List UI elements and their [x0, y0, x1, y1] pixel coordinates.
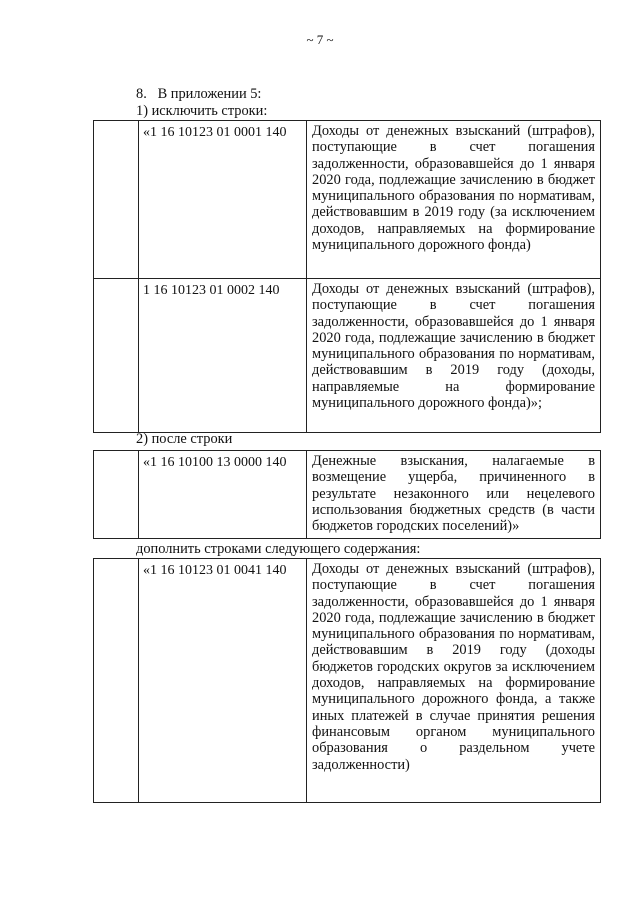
instruction-after-row: 2) после строки	[136, 431, 233, 447]
table-row	[94, 121, 601, 279]
excluded-rows-table	[93, 120, 601, 433]
blank-cell	[94, 451, 139, 539]
section-heading: 8. В приложении 5:	[136, 86, 262, 102]
table-row	[94, 451, 601, 539]
blank-cell	[94, 279, 139, 433]
added-rows-table	[93, 558, 601, 803]
income-description: Доходы от денежных взысканий (штрафов), поступающие в счет погашения задолженности, образовавшейся до 1 января 2020 года, подлежащие зачислению в бюджет муниципального образования по нормативам, действовавшим в 2019 году (за исключением доходов, направляемых на формирование муниципального дорожного фонда)	[307, 121, 601, 279]
blank-cell	[94, 121, 139, 279]
income-code: «1 16 10100 13 0000 140	[139, 451, 307, 539]
income-description: Доходы от денежных взысканий (штрафов), поступающие в счет погашения задолженности, образовавшейся до 1 января 2020 года, подлежащие зачислению в бюджет муниципального образования по нормативам, действовавшим в 2019 году (доходы, направляемые на формирование муниципального дорожного фонда)»;	[307, 279, 601, 433]
anchor-row-table	[93, 450, 601, 539]
income-code: «1 16 10123 01 0041 140	[139, 559, 307, 803]
page-number: ~ 7 ~	[306, 32, 334, 47]
income-code: 1 16 10123 01 0002 140	[139, 279, 307, 433]
table-row	[94, 279, 601, 433]
table-row	[94, 559, 601, 803]
blank-cell	[94, 559, 139, 803]
income-description: Доходы от денежных взысканий (штрафов), поступающие в счет погашения задолженности, образовавшейся до 1 января 2020 года, подлежащие зачислению в бюджет муниципального образования по нормативам, действовавшим в 2019 году (доходы бюджетов городских округов за исключением доходов, направляемых на формирование муниципального дорожного фонда, а также иных платежей в случае принятия решения финансовым органом муниципального образования о раздельном учете задолженности)	[307, 559, 601, 803]
instruction-exclude-rows: 1) исключить строки:	[136, 103, 268, 119]
income-description: Денежные взыскания, налагаемые в возмещение ущерба, причиненного в результате незаконного или нецелевого использования бюджетных средств (в части бюджетов городских поселений)»	[307, 451, 601, 539]
instruction-add-rows: дополнить строками следующего содержания:	[136, 541, 421, 557]
income-code: «1 16 10123 01 0001 140	[139, 121, 307, 279]
